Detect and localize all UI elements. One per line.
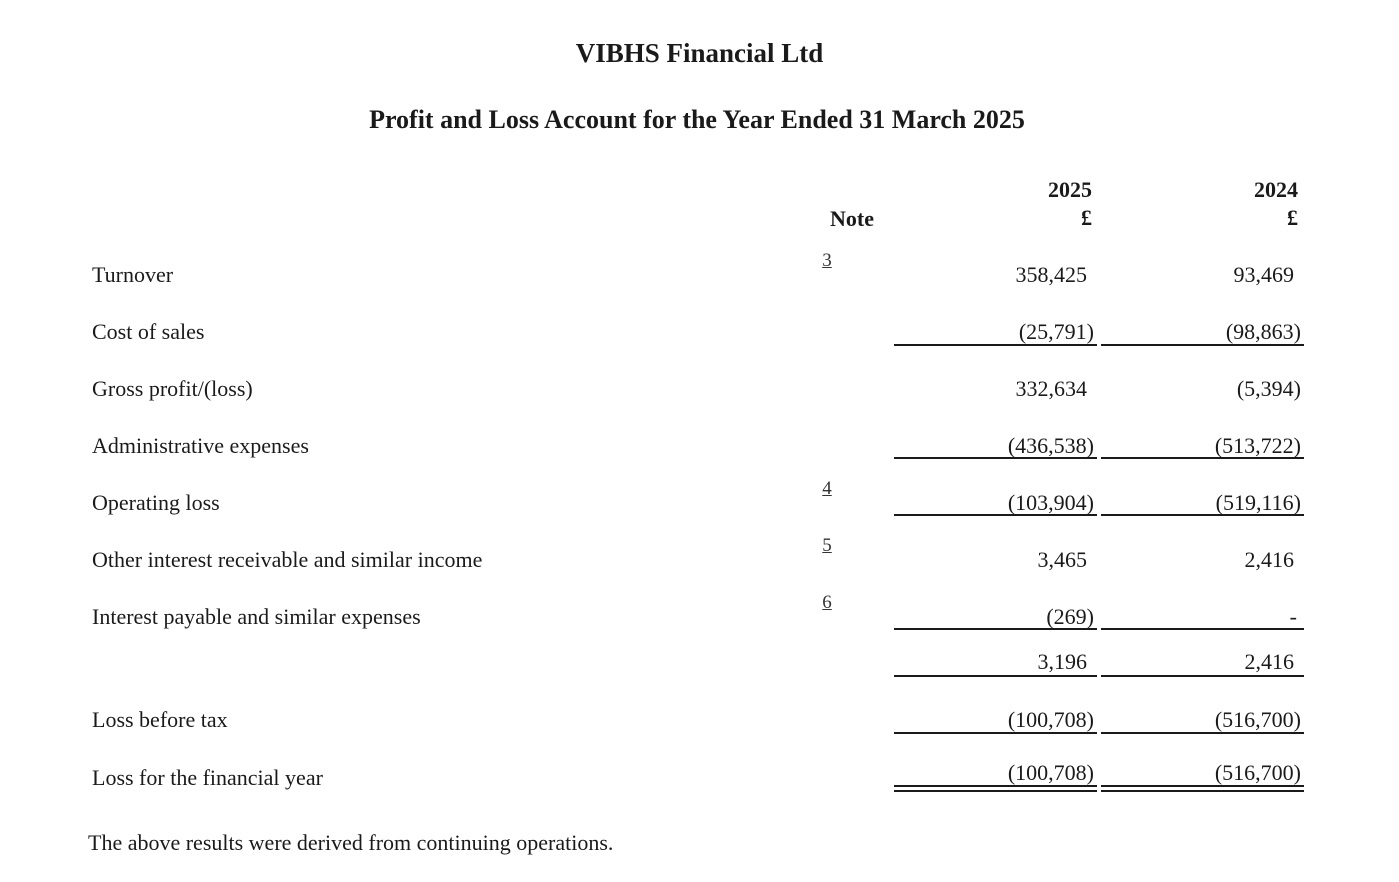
amount-2024: (516,700) (1214, 707, 1301, 732)
total-double-rule (1101, 785, 1304, 792)
amount-2025: 358,425 (1015, 262, 1087, 287)
amount-2025: (269) (1046, 604, 1094, 629)
subtotal-rule (894, 514, 1097, 516)
table-row-operating-loss (0, 478, 1399, 529)
row-label: Interest payable and similar expenses (92, 604, 421, 629)
column-header-2024 (1106, 176, 1298, 232)
amount-2024: 93,469 (1233, 262, 1294, 287)
subtotal-rule (1101, 457, 1304, 459)
column-currency-2025: £ (1081, 205, 1092, 230)
amount-2025: 3,465 (1037, 547, 1087, 572)
row-label: Gross profit/(loss) (92, 376, 253, 401)
table-row-turnover (0, 250, 1399, 301)
table-row-net-interest-subtotal (0, 648, 1399, 688)
amount-2025: (100,708) (1007, 760, 1094, 785)
subtotal-rule (1101, 675, 1304, 677)
row-label: Cost of sales (92, 319, 205, 344)
subtotal-rule (1101, 628, 1304, 630)
statement-title: Profit and Loss Account for the Year Ended 31 March 2025 (369, 105, 1025, 134)
subtotal-rule (1101, 514, 1304, 516)
subtotal-rule (894, 628, 1097, 630)
subtotal-rule (894, 675, 1097, 677)
table-row-loss-for-year (0, 759, 1399, 799)
table-row-loss-before-tax (0, 706, 1399, 746)
column-year-2025: 2025 (1048, 177, 1092, 202)
amount-2025: (103,904) (1007, 490, 1094, 515)
note-link[interactable]: 4 (822, 478, 832, 499)
table-row-interest-payable (0, 592, 1399, 643)
amount-2024: (98,863) (1225, 319, 1301, 344)
row-label: Other interest receivable and similar income (92, 547, 483, 572)
row-label: Operating loss (92, 490, 220, 515)
amount-2025: (25,791) (1018, 319, 1094, 344)
amount-2024: 2,416 (1244, 547, 1294, 572)
amount-2025: (436,538) (1007, 433, 1094, 458)
note-link[interactable]: 3 (822, 250, 832, 271)
amount-2025: (100,708) (1007, 707, 1094, 732)
row-label: Loss before tax (92, 707, 228, 732)
table-row-administrative-expenses (0, 432, 1399, 472)
total-double-rule (894, 785, 1097, 792)
table-row-interest-receivable (0, 535, 1399, 586)
amount-2025: 332,634 (1015, 376, 1087, 401)
column-header-2025 (900, 176, 1092, 232)
note-link[interactable]: 5 (822, 535, 832, 556)
subtotal-rule (1101, 732, 1304, 734)
column-year-2024: 2024 (1254, 177, 1298, 202)
amount-2024: 2,416 (1244, 649, 1294, 674)
table-row-gross-profit (0, 375, 1399, 415)
subtotal-rule (894, 457, 1097, 459)
amount-2024: (519,116) (1215, 490, 1301, 515)
column-currency-2024: £ (1287, 205, 1298, 230)
row-label: Loss for the financial year (92, 765, 323, 790)
amount-2024: (5,394) (1236, 376, 1301, 401)
company-name: VIBHS Financial Ltd (575, 38, 824, 68)
table-row-cost-of-sales (0, 318, 1399, 358)
footnote: The above results were derived from continuing operations. (88, 830, 614, 855)
subtotal-rule (894, 344, 1097, 346)
note-link[interactable]: 6 (822, 592, 832, 613)
subtotal-rule (894, 732, 1097, 734)
column-header-note: Note (830, 206, 874, 231)
amount-2024: (516,700) (1214, 760, 1301, 785)
row-label: Turnover (92, 262, 174, 287)
amount-2025: 3,196 (1037, 649, 1087, 674)
row-label: Administrative expenses (92, 433, 309, 458)
amount-2024: - (1289, 604, 1297, 629)
subtotal-rule (1101, 344, 1304, 346)
amount-2024: (513,722) (1214, 433, 1301, 458)
